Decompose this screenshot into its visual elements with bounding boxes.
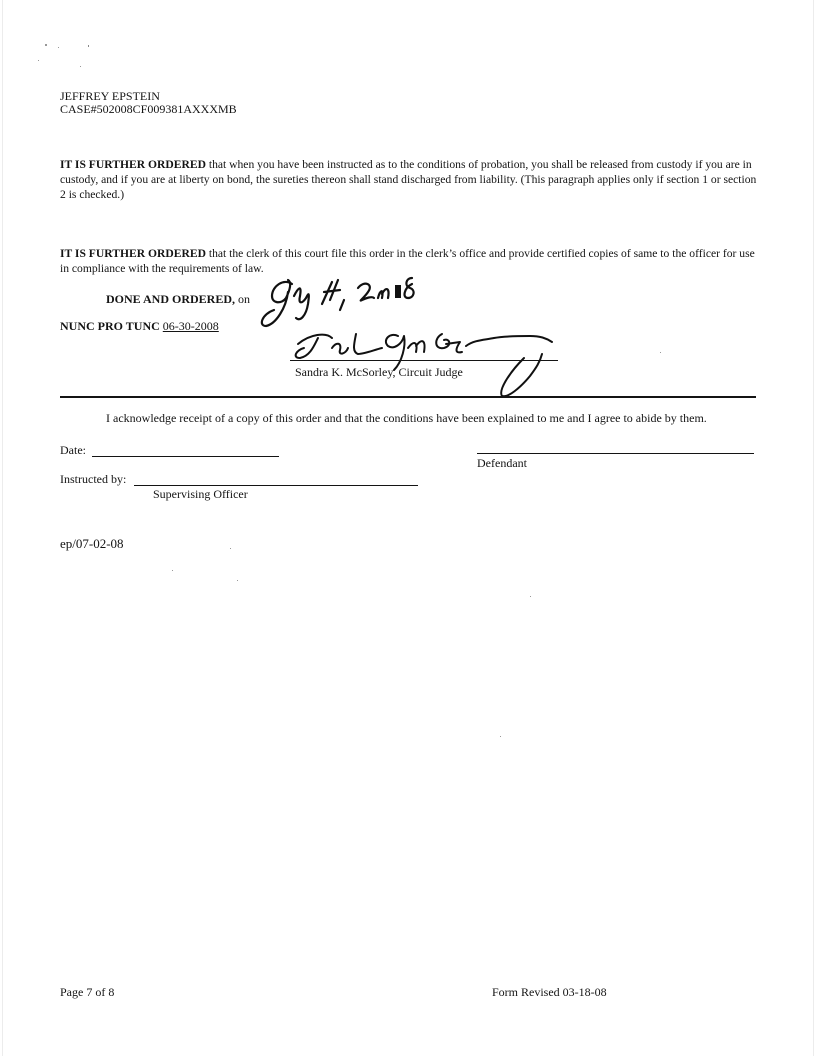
page-number: Page 7 of 8 <box>60 985 115 999</box>
date-label: Date: <box>60 443 86 457</box>
nunc-date: 06-30-2008 <box>162 319 219 333</box>
scan-speck <box>38 60 39 61</box>
scan-speck <box>660 352 661 353</box>
scan-speck <box>45 44 47 46</box>
paragraph-lead: IT IS FURTHER ORDERED <box>60 158 206 171</box>
section-divider <box>60 396 756 398</box>
date-field-line <box>92 456 279 457</box>
defendant-label: Defendant <box>477 456 527 470</box>
supervising-officer-label: Supervising Officer <box>153 487 248 501</box>
case-number: CASE#502008CF009381AXXXMB <box>60 102 237 116</box>
scan-edge-left <box>2 0 3 1056</box>
paragraph-body: that when you have been instructed as to the conditions of probation, you shall be released from custody if you are in custody, and if you are at liberty on bond, the sureties thereon shall stand discharged from liability. (This paragraph applies only if section 1 or section 2 is checked.) <box>60 158 757 201</box>
nunc-label: NUNC PRO TUNC <box>60 319 160 333</box>
paragraph-body: that the clerk of this court file this order in the clerk’s office and provide certified copies of same to the officer for use in compliance with the requirements of law. <box>60 247 755 275</box>
acknowledgment-text: I acknowledge receipt of a copy of this order and that the conditions have been explained to me and I agree to abide by them. <box>106 411 707 425</box>
done-and-ordered-line <box>106 292 250 306</box>
scan-speck <box>237 580 238 581</box>
instructed-by-label: Instructed by: <box>60 472 127 486</box>
signature-line <box>290 360 558 361</box>
instructed-by-line <box>134 485 418 486</box>
scan-edge-right <box>813 0 814 1056</box>
scan-speck <box>88 45 89 47</box>
document-reference: ep/07-02-08 <box>60 536 124 551</box>
release-paragraph <box>60 157 760 202</box>
done-ordered-label: DONE AND ORDERED, <box>106 292 236 306</box>
judge-name-title: Sandra K. McSorley, Circuit Judge <box>295 365 463 379</box>
scan-speck <box>172 570 173 571</box>
defendant-signature-line <box>477 453 754 454</box>
scan-speck <box>80 66 81 67</box>
on-word: on <box>238 292 251 306</box>
judge-signature <box>284 318 574 404</box>
scan-speck <box>500 736 501 737</box>
scan-speck <box>230 548 231 549</box>
scan-speck <box>530 596 531 597</box>
defendant-name: JEFFREY EPSTEIN <box>60 89 160 103</box>
nunc-pro-tunc-line <box>60 319 219 333</box>
scan-speck <box>58 47 59 48</box>
paragraph-lead: IT IS FURTHER ORDERED <box>60 247 206 260</box>
form-revision: Form Revised 03-18-08 <box>492 985 607 999</box>
